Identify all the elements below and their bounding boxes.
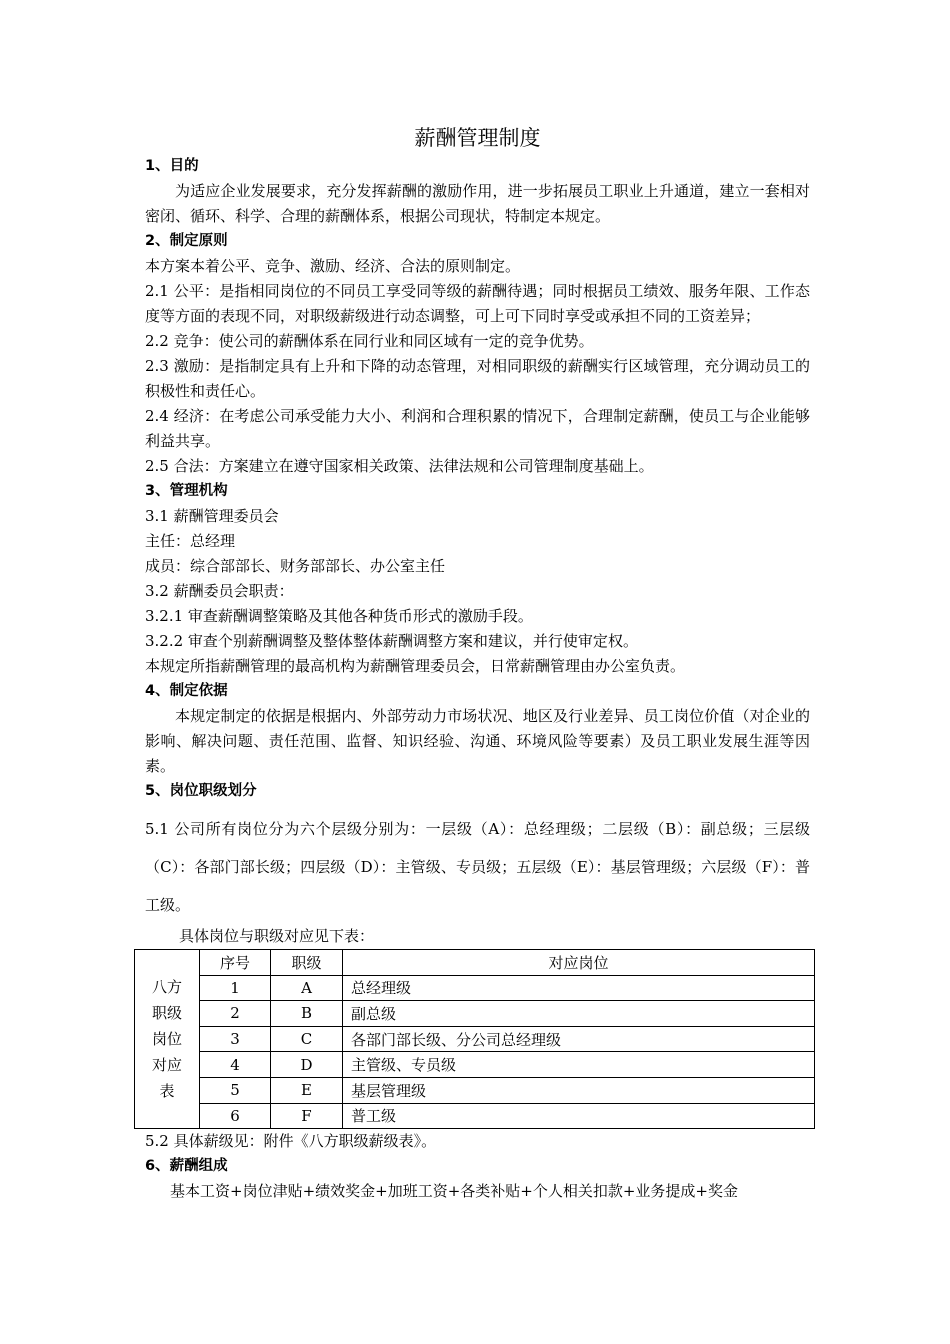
table-intro: 具体岗位与职级对应见下表： — [179, 927, 375, 945]
table-cell: 5 — [200, 1077, 271, 1103]
section-3-line: 3.2 薪酬委员会职责： — [145, 582, 294, 600]
section-3-line: 主任：总经理 — [145, 532, 236, 550]
section-1-heading: 1、目的 — [145, 158, 199, 174]
principle-economy: 2.4 经济：在考虑公司承受能力大小、利润和合理积累的情况下，合理制定薪酬，使员工与企业能够利益共享。 — [145, 407, 810, 450]
document-page — [145, 122, 810, 1204]
section-2-heading: 2、制定原则 — [145, 233, 228, 249]
section-3-line: 本规定所指薪酬管理的最高机构为薪酬管理委员会，日常薪酬管理由办公室负责。 — [145, 657, 686, 675]
table-cell: F — [271, 1103, 343, 1129]
table-row — [135, 1026, 815, 1052]
section-6-heading: 6、薪酬组成 — [145, 1158, 228, 1175]
table-cell: A — [271, 975, 343, 1001]
table-cell: 2 — [200, 1001, 271, 1027]
table-cell: 4 — [200, 1052, 271, 1078]
section-5-2: 5.2 具体薪级见：附件《八方职级薪级表》。 — [145, 1132, 437, 1151]
table-header: 对应岗位 — [343, 950, 815, 976]
table-cell: 副总级 — [343, 1001, 815, 1027]
section-3-line: 3.2.1 审查薪酬调整策略及其他各种货币形式的激励手段。 — [145, 607, 533, 625]
table-cell: C — [271, 1026, 343, 1052]
table-cell: E — [271, 1077, 343, 1103]
section-3-heading: 3、管理机构 — [145, 483, 228, 499]
section-3-line: 成员：综合部部长、财务部部长、办公室主任 — [145, 557, 446, 575]
table-header: 序号 — [200, 950, 271, 976]
table-row — [135, 1103, 815, 1129]
section-4-paragraph: 本规定制定的依据是根据内、外部劳动力市场状况、地区及行业差异、员工岗位价值（对企业的影响、解决问题、责任范围、监督、知识经验、沟通、环境风险等要素）及员工职业发展生涯等因素。 — [145, 707, 810, 775]
table-cell: D — [271, 1052, 343, 1078]
table-cell: 普工级 — [343, 1103, 815, 1129]
principle-competition: 2.2 竞争：使公司的薪酬体系在同行业和同区域有一定的竞争优势。 — [145, 332, 594, 350]
table-cell: 6 — [200, 1103, 271, 1129]
table-side-label: 八方 职级 岗位 对应 表 — [135, 950, 200, 1129]
table-cell: B — [271, 1001, 343, 1027]
table-row — [135, 1052, 815, 1078]
section-3-line: 3.2.2 审查个别薪酬调整及整体整体薪酬调整方案和建议，并行使审定权。 — [145, 632, 638, 650]
table-cell: 各部门部长级、分公司总经理级 — [343, 1026, 815, 1052]
section-5-heading: 5、岗位职级划分 — [145, 783, 257, 799]
section-6-paragraph: 基本工资+岗位津贴+绩效奖金+加班工资+各类补贴+个人相关扣款+业务提成+奖金 — [170, 1182, 738, 1201]
table-header-row — [135, 950, 815, 976]
section-1-paragraph: 为适应企业发展要求，充分发挥薪酬的激励作用，进一步拓展员工职业上升通道，建立一套相对密闭、循环、科学、合理的薪酬体系，根据公司现状，特制定本规定。 — [145, 182, 810, 225]
section-3-line: 3.1 薪酬管理委员会 — [145, 507, 279, 525]
principle-incentive: 2.3 激励：是指制定具有上升和下降的动态管理，对相同职级的薪酬实行区域管理，充分调动员工的积极性和责任心。 — [145, 357, 810, 400]
table-cell: 基层管理级 — [343, 1077, 815, 1103]
document-title: 薪酬管理制度 — [414, 126, 541, 150]
table-header: 职级 — [271, 950, 343, 976]
table-row — [135, 1001, 815, 1027]
grade-position-table — [134, 949, 815, 1129]
table-cell: 3 — [200, 1026, 271, 1052]
table-cell: 总经理级 — [343, 975, 815, 1001]
principle-fairness: 2.1 公平：是指相同岗位的不同员工享受同等级的薪酬待遇；同时根据员工绩效、服务年限、工作态度等方面的表现不同，对职级薪级进行动态调整，可上可下同时享受或承担不同的工资差异； — [145, 282, 810, 325]
section-2-intro: 本方案本着公平、竞争、激励、经济、合法的原则制定。 — [145, 257, 521, 275]
principle-legality: 2.5 合法：方案建立在遵守国家相关政策、法律法规和公司管理制度基础上。 — [145, 457, 654, 475]
table-row — [135, 975, 815, 1001]
section-4-heading: 4、制定依据 — [145, 683, 228, 699]
table-row — [135, 1077, 815, 1103]
section-5-paragraph: 5.1 公司所有岗位分为六个层级分别为：一层级（A）：总经理级；二层级（B）：副总级；三层级（C）：各部门部长级；四层级（D）：主管级、专员级；五层级（E）：基层管理级；六层级（F）：普工级。 — [145, 820, 810, 914]
table-cell: 1 — [200, 975, 271, 1001]
table-cell: 主管级、专员级 — [343, 1052, 815, 1078]
